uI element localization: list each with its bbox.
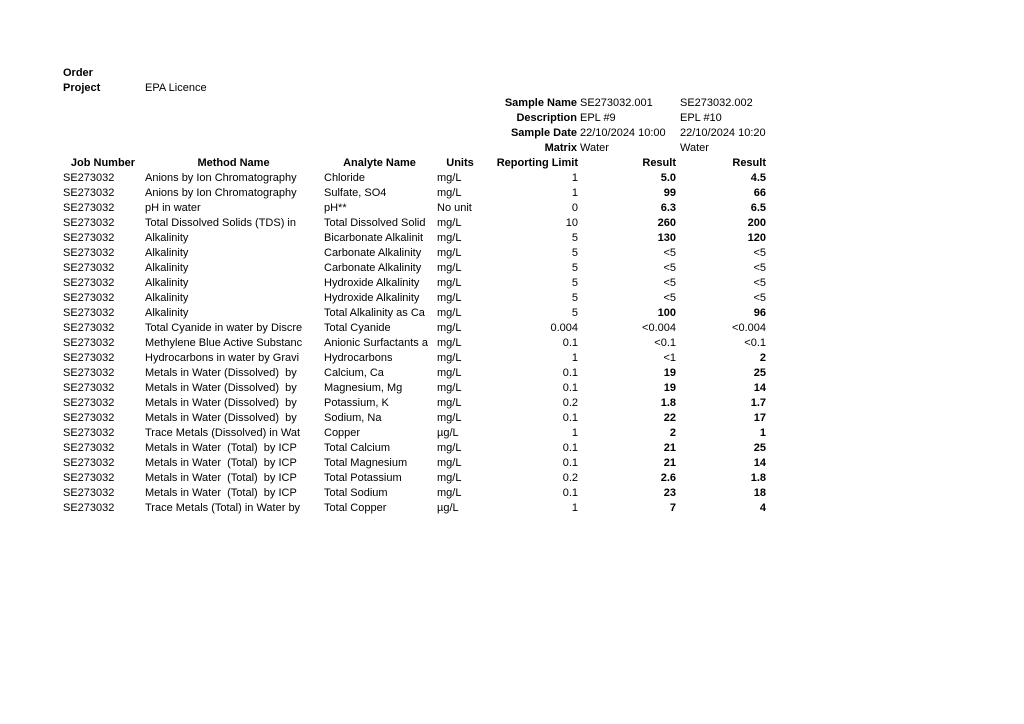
table-row [0,441,1024,456]
cell-analyte-name: Total Calcium [324,442,391,454]
table-row [0,426,1024,441]
cell-reporting-limit: 5 [571,232,578,244]
table-row [0,291,1024,306]
cell-units: mg/L [437,397,462,409]
cell-job-number: SE273032 [63,217,115,229]
cell-job-number: SE273032 [63,247,115,259]
cell-result-1: <5 [663,262,676,274]
cell-reporting-limit: 0 [571,202,578,214]
cell-job-number: SE273032 [63,427,115,439]
sample-info-value-2: SE273032.002 [680,97,753,109]
cell-result-1: 19 [663,367,676,379]
cell-analyte-name: Sulfate, SO4 [324,187,387,199]
order-label: Order [63,67,93,79]
cell-method-name: Alkalinity [145,277,189,289]
cell-result-2: 6.5 [750,202,766,214]
cell-units: mg/L [437,217,462,229]
cell-result-1: <5 [663,247,676,259]
sample-info-row [0,141,1024,156]
cell-analyte-name: Calcium, Ca [324,367,384,379]
cell-analyte-name: Anionic Surfactants a [324,337,428,349]
cell-units: mg/L [437,457,462,469]
sample-info-block [0,96,1024,156]
cell-job-number: SE273032 [63,382,115,394]
cell-analyte-name: Copper [324,427,361,439]
table-row [0,366,1024,381]
header-job-number: Job Number [70,157,136,169]
header-reporting-limit: Reporting Limit [496,157,578,169]
cell-result-2: 25 [753,442,766,454]
cell-result-2: 1.7 [750,397,766,409]
table-row [0,261,1024,276]
cell-units: mg/L [437,487,462,499]
cell-units: mg/L [437,367,462,379]
cell-method-name: Metals in Water (Total) by ICP [145,472,297,484]
cell-analyte-name: Hydroxide Alkalinity [324,277,420,289]
cell-result-1: <5 [663,277,676,289]
cell-analyte-name: Magnesium, Mg [324,382,403,394]
sample-info-label: Sample Date [510,127,577,139]
cell-result-2: 4.5 [750,172,766,184]
header-result-1: Result [642,157,676,169]
cell-result-1: <0.004 [642,322,676,334]
cell-result-2: <5 [753,262,766,274]
sample-info-value-1: EPL #9 [580,112,616,124]
cell-job-number: SE273032 [63,397,115,409]
sample-info-value-2: EPL #10 [680,112,722,124]
cell-analyte-name: Bicarbonate Alkalinit [324,232,424,244]
cell-method-name: Metals in Water (Dissolved) by [145,367,297,379]
cell-reporting-limit: 0.1 [562,382,578,394]
cell-reporting-limit: 5 [571,292,578,304]
results-table-body [0,171,1024,516]
cell-reporting-limit: 0.1 [562,367,578,379]
cell-units: mg/L [437,337,462,349]
cell-analyte-name: Hydrocarbons [324,352,393,364]
table-row [0,216,1024,231]
cell-analyte-name: Potassium, K [324,397,389,409]
cell-reporting-limit: 0.004 [550,322,578,334]
cell-job-number: SE273032 [63,457,115,469]
cell-analyte-name: Total Sodium [324,487,388,499]
cell-result-1: 130 [657,232,676,244]
cell-analyte-name: Total Alkalinity as Ca [324,307,425,319]
cell-analyte-name: Hydroxide Alkalinity [324,292,420,304]
sample-info-value-1: SE273032.001 [580,97,653,109]
table-row [0,321,1024,336]
cell-method-name: Alkalinity [145,292,189,304]
table-row [0,471,1024,486]
cell-result-1: 19 [663,382,676,394]
cell-method-name: Metals in Water (Total) by ICP [145,442,297,454]
cell-job-number: SE273032 [63,277,115,289]
cell-result-1: 260 [657,217,676,229]
cell-method-name: Hydrocarbons in water by Gravi [145,352,300,364]
cell-method-name: Metals in Water (Dissolved) by [145,382,297,394]
sample-info-label: Matrix [544,142,577,154]
table-row [0,246,1024,261]
cell-job-number: SE273032 [63,412,115,424]
cell-units: mg/L [437,322,462,334]
table-row [0,396,1024,411]
table-row [0,201,1024,216]
cell-method-name: Alkalinity [145,262,189,274]
cell-job-number: SE273032 [63,322,115,334]
results-table-header [0,156,1024,171]
cell-job-number: SE273032 [63,202,115,214]
cell-result-1: <5 [663,292,676,304]
sample-info-row [0,96,1024,111]
cell-reporting-limit: 0.2 [562,397,578,409]
header-result-2: Result [732,157,766,169]
cell-reporting-limit: 5 [571,307,578,319]
table-row [0,456,1024,471]
cell-analyte-name: Sodium, Na [324,412,382,424]
cell-method-name: Anions by Ion Chromatography [145,172,297,184]
cell-units: mg/L [437,232,462,244]
cell-reporting-limit: 0.1 [562,337,578,349]
cell-reporting-limit: 0.2 [562,472,578,484]
cell-result-1: 2.6 [660,472,676,484]
cell-analyte-name: Carbonate Alkalinity [324,247,422,259]
cell-units: No unit [437,202,472,214]
cell-job-number: SE273032 [63,502,115,514]
cell-method-name: Total Dissolved Solids (TDS) in [145,217,296,229]
table-row [0,231,1024,246]
cell-units: µg/L [437,502,459,514]
cell-result-2: 200 [747,217,766,229]
cell-reporting-limit: 5 [571,277,578,289]
cell-job-number: SE273032 [63,472,115,484]
table-row [0,411,1024,426]
cell-result-1: 99 [663,187,676,199]
header-method-name: Method Name [197,157,270,169]
table-row [0,351,1024,366]
cell-reporting-limit: 1 [571,427,578,439]
cell-result-2: 25 [753,367,766,379]
cell-analyte-name: pH** [324,202,347,214]
table-row [0,186,1024,201]
table-row [0,381,1024,396]
cell-result-2: 17 [753,412,766,424]
cell-method-name: Metals in Water (Total) by ICP [145,487,297,499]
cell-job-number: SE273032 [63,187,115,199]
table-row [0,486,1024,501]
cell-reporting-limit: 5 [571,247,578,259]
cell-result-1: 6.3 [660,202,676,214]
cell-job-number: SE273032 [63,352,115,364]
table-row [0,501,1024,516]
cell-units: mg/L [437,412,462,424]
cell-analyte-name: Total Copper [324,502,387,514]
sample-info-value-2: Water [680,142,709,154]
cell-units: mg/L [437,292,462,304]
cell-result-2: 1 [759,427,766,439]
cell-reporting-limit: 0.1 [562,487,578,499]
cell-result-1: 100 [657,307,676,319]
cell-method-name: Methylene Blue Active Substanc [145,337,303,349]
project-label: Project [63,82,101,94]
cell-job-number: SE273032 [63,172,115,184]
cell-reporting-limit: 1 [571,352,578,364]
cell-reporting-limit: 1 [571,502,578,514]
cell-method-name: Alkalinity [145,307,189,319]
cell-method-name: Total Cyanide in water by Discre [145,322,303,334]
cell-job-number: SE273032 [63,367,115,379]
cell-result-2: 4 [759,502,766,514]
cell-analyte-name: Carbonate Alkalinity [324,262,422,274]
header-analyte-name: Analyte Name [343,157,416,169]
cell-units: mg/L [437,352,462,364]
cell-method-name: Trace Metals (Total) in Water by [145,502,301,514]
cell-method-name: Metals in Water (Dissolved) by [145,397,297,409]
cell-units: mg/L [437,307,462,319]
sample-info-value-1: Water [580,142,609,154]
cell-result-2: <5 [753,277,766,289]
cell-result-2: 2 [759,352,766,364]
sample-info-row [0,126,1024,141]
cell-analyte-name: Total Dissolved Solid [324,217,426,229]
cell-job-number: SE273032 [63,337,115,349]
cell-result-2: 120 [747,232,766,244]
cell-result-1: <1 [663,352,676,364]
project-value: EPA Licence [145,82,207,94]
cell-job-number: SE273032 [63,262,115,274]
cell-reporting-limit: 5 [571,262,578,274]
cell-result-1: 21 [663,457,676,469]
cell-reporting-limit: 0.1 [562,457,578,469]
cell-method-name: Trace Metals (Dissolved) in Wat [145,427,301,439]
cell-result-1: <0.1 [654,337,676,349]
cell-analyte-name: Total Potassium [324,472,402,484]
cell-units: mg/L [437,472,462,484]
cell-result-1: 1.8 [660,397,676,409]
cell-result-2: <0.1 [744,337,766,349]
cell-method-name: Metals in Water (Dissolved) by [145,412,297,424]
cell-result-1: 7 [669,502,676,514]
sample-info-label: Sample Name [504,97,577,109]
cell-units: mg/L [437,262,462,274]
cell-reporting-limit: 0.1 [562,442,578,454]
cell-result-2: <0.004 [732,322,766,334]
cell-reporting-limit: 1 [571,172,578,184]
cell-result-2: <5 [753,247,766,259]
table-row [0,276,1024,291]
cell-units: mg/L [437,277,462,289]
table-row [0,171,1024,186]
cell-result-2: 66 [753,187,766,199]
cell-result-2: 14 [753,457,766,469]
cell-units: mg/L [437,172,462,184]
cell-method-name: pH in water [145,202,201,214]
cell-units: mg/L [437,382,462,394]
cell-result-1: 22 [663,412,676,424]
cell-result-1: 2 [669,427,676,439]
header-units: Units [446,157,474,169]
cell-job-number: SE273032 [63,487,115,499]
cell-method-name: Alkalinity [145,232,189,244]
cell-units: mg/L [437,187,462,199]
cell-result-1: 21 [663,442,676,454]
cell-result-1: 5.0 [660,172,676,184]
cell-result-2: 1.8 [750,472,766,484]
cell-units: mg/L [437,247,462,259]
cell-analyte-name: Total Cyanide [324,322,391,334]
cell-job-number: SE273032 [63,442,115,454]
cell-reporting-limit: 10 [565,217,578,229]
cell-units: µg/L [437,427,459,439]
cell-reporting-limit: 0.1 [562,412,578,424]
cell-job-number: SE273032 [63,292,115,304]
sample-info-value-1: 22/10/2024 10:00 [580,127,666,139]
cell-analyte-name: Total Magnesium [324,457,408,469]
cell-result-2: 14 [753,382,766,394]
cell-result-1: 23 [663,487,676,499]
cell-method-name: Anions by Ion Chromatography [145,187,297,199]
cell-method-name: Alkalinity [145,247,189,259]
cell-analyte-name: Chloride [324,172,365,184]
cell-reporting-limit: 1 [571,187,578,199]
sample-info-value-2: 22/10/2024 10:20 [680,127,766,139]
cell-units: mg/L [437,442,462,454]
cell-job-number: SE273032 [63,232,115,244]
cell-method-name: Metals in Water (Total) by ICP [145,457,297,469]
table-row [0,306,1024,321]
sample-info-label: Description [516,112,577,124]
cell-result-2: <5 [753,292,766,304]
cell-result-2: 18 [753,487,766,499]
cell-job-number: SE273032 [63,307,115,319]
sample-info-row [0,111,1024,126]
table-row [0,336,1024,351]
cell-result-2: 96 [753,307,766,319]
